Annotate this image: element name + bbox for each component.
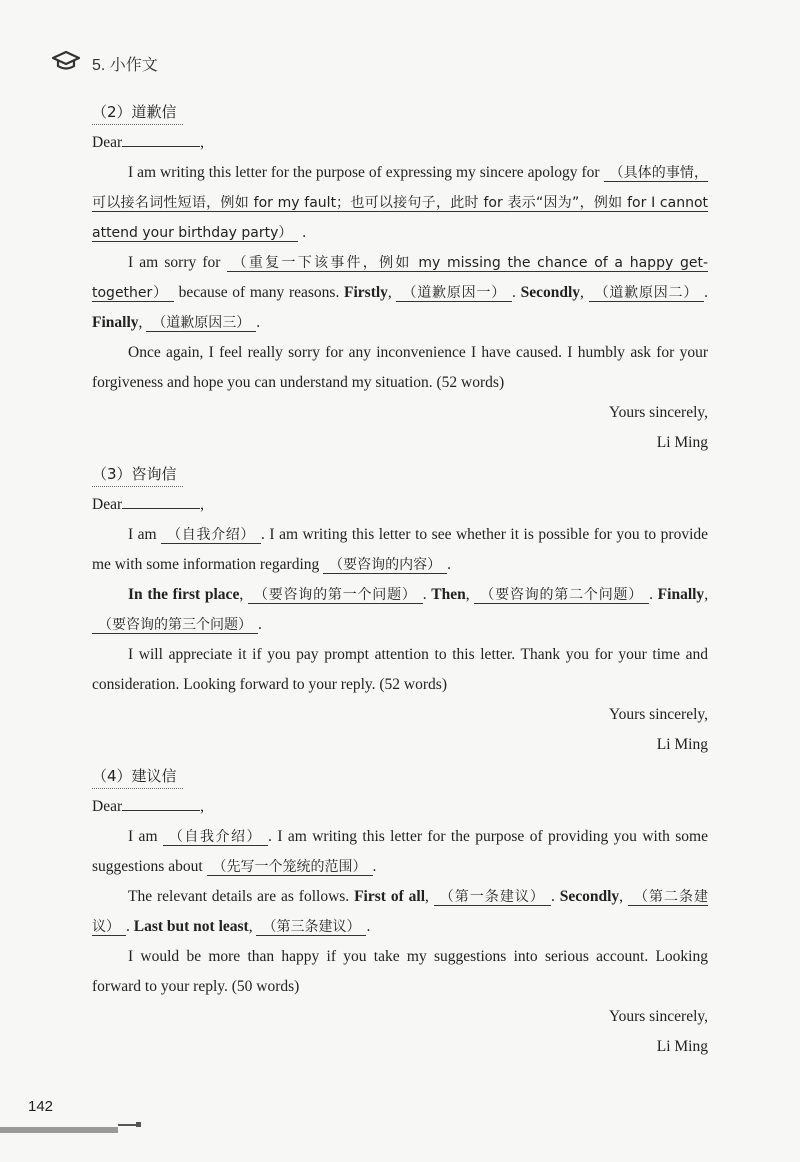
paragraph: I would be more than happy if you take my suggestions into serious account. Looking forward to your reply. (50 words) [92,948,708,995]
fill-hint: （要咨询的第一个问题） [248,587,423,604]
name-blank [122,490,200,509]
salutation: Dear , [92,792,708,822]
closing: Yours sincerely, [608,1008,708,1025]
fill-hint: （先写一个笼统的范围） [207,859,373,876]
paragraph: I am （自我介绍） . I am writing this letter to see whether it is possible for you to provide me with some information regarding （要咨询的内容） . [92,526,709,573]
footer-line [118,1124,136,1126]
paragraph: I am （自我介绍） . I am writing this letter for the purpose of providing you with some suggestions about （先写一个笼统的范围） . [92,828,708,875]
page-header [52,50,158,77]
signature-name: Li Ming [656,1038,708,1055]
footer-bar [0,1127,118,1133]
fill-hint: （道歉原因三） [146,315,256,332]
salutation: Dear , [92,128,708,158]
name-blank [122,792,200,811]
fill-hint: （第一条建议） [434,889,551,906]
paragraph: I am sorry for （重复一下该事件，例如 my missing the chance of a happy get-together） because of many reasons. Firstly, （道歉原因一） . Secondly, （道歉原因二） . Finally, （道歉原因三） . [92,254,709,331]
page-number: 142 [28,1098,54,1115]
name-blank [122,128,200,147]
fill-hint: （第二条建议） [92,889,709,935]
paragraph: Once again, I feel really sorry for any inconvenience I have caused. I humbly ask for your forgiveness and hope you can understand my situation. (52 words) [92,344,708,391]
fill-hint: （重复一下该事件，例如 my missing the chance of a happy get-together） [92,255,708,301]
signature-name: Li Ming [656,434,708,451]
closing: Yours sincerely, [608,404,708,421]
inquiry-letter-title: （3）咨询信 [92,462,183,487]
suggestion-letter-title: （4）建议信 [92,764,183,789]
paragraph: I will appreciate it if you pay prompt attention to this letter. Thank you for your time and consideration. Looking forward to your reply. (52 words) [92,646,708,693]
signature-name: Li Ming [656,736,708,753]
paragraph: In the first place, （要咨询的第一个问题） . Then, （要咨询的第二个问题） . Finally, （要咨询的第三个问题） . [92,580,708,640]
fill-hint: （道歉原因二） [589,285,705,302]
section-heading: 5. 小作文 [92,57,158,74]
fill-hint: （具体的事情，可以接名词性短语，例如 for my fault；也可以接句子，此时 for 表示“因为”，例如 for I cannot attend your birthday party） [92,165,709,241]
apology-letter-title: （2）道歉信 [92,100,183,125]
fill-hint: （要咨询的第二个问题） [474,587,649,604]
footer-dot [136,1122,141,1127]
paragraph: The relevant details are as follows. First of all, （第一条建议） . Secondly, （第二条建议） . Last but not least, （第三条建议） . [92,888,709,935]
fill-hint: （要咨询的内容） [323,557,447,574]
fill-hint: （自我介绍） [163,829,268,846]
salutation: Dear , [92,490,708,520]
fill-hint: （要咨询的第三个问题） [92,617,258,634]
page-content [92,96,708,1062]
fill-hint: （第三条建议） [256,919,366,936]
graduation-cap-icon [52,50,80,77]
paragraph: I am writing this letter for the purpose of expressing my sincere apology for （具体的事情，可以接名词性短语，例如 for my fault；也可以接句子，此时 for 表示“因为”，例如 for I cannot attend your birthday party） . [92,164,709,241]
fill-hint: （道歉原因一） [396,285,512,302]
fill-hint: （自我介绍） [161,527,261,544]
closing: Yours sincerely, [608,706,708,723]
